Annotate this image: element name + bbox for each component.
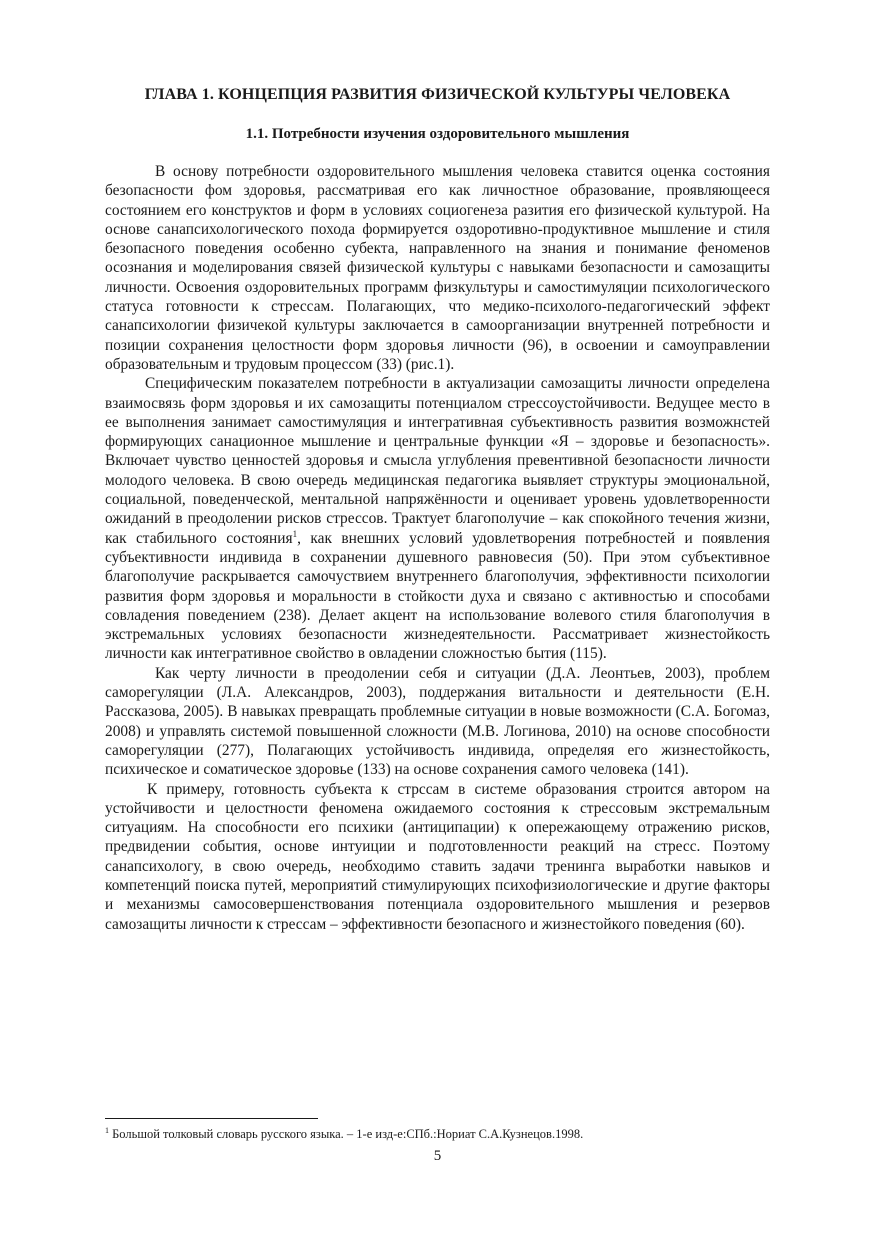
chapter-title: ГЛАВА 1. КОНЦЕПЦИЯ РАЗВИТИЯ ФИЗИЧЕСКОЙ КУЛЬТУРЫ ЧЕЛОВЕКА <box>144 86 731 103</box>
page-body <box>105 84 770 934</box>
paragraph-3: Как черту личности в преодолении себя и ситуации (Д.А. Леонтьев, 2003), проблем саморегуляции (Л.А. Александров, 2003), поддержания витальности и деятельности (Е.Н. Рассказова, 2005). В навыках превращать проблемные ситуации в новые возможности (С.А. Богомаз, 2008) и управлять системой повышенной сложности (М.В. Логинова, 2010) на основе способности саморегуляции (277), Полагающих устойчивость индивида, определяя его жизнестойкость, психическое и соматическое здоровье (133) на основе сохранения самого человека (141). <box>105 664 770 779</box>
footnote-divider <box>105 1118 318 1119</box>
paragraph-2 <box>105 374 770 663</box>
paragraph-2-text-b: , как внешних условий удовлетворения потребностей и появления субъективности индивида в сохранении душевного равновесия (50). При этом субъективное благополучие раскрывается самочуствием внутреннего благополучия, эффективности психологии развития форм здоровья и моральности в стойкости духа и связано с активностью и способами совладения поведением (238). Делает акцент на использование волевого стиля благополучия в экстремальных условиях безопасности жизнедеятельности. Рассматривает жизнестойкость личности как интегративное свойство в овладении сложностью бытия (115). <box>105 529 770 663</box>
section-title: 1.1. Потребности изучения оздоровительного мышления <box>245 126 630 142</box>
paragraph-1: В основу потребности оздоровительного мышления человека ставится оценка состояния безопасности фом здоровья, рассматривая его как личностное образование, проявляющееся состоянием его конструктов и форм в условиях социогенеза разития его физической культурой. На основе санапсихологического похода формируется оздоротивно-продуктивное мышление и стиля безопасного поведения особенно субекта, направленного на знания и понимание феноменов осознания и моделирования связей физической культуры с навыками безопасности и самозащиты личности. Освоения оздоровительных программ физкультуры и самостимуляции психологического статуса готовности к стрессам. Полагающих, что медико-психолого-педагогический эффект санапсихологии физичекой культуры заключается в самоорганизации внутренней потребности и позиции сохранения целостности форм здоровья личности (96), в освоении и самоуправлении образовательным и трудовым процессом (33) (рис.1). <box>105 163 770 373</box>
paragraph-4: К примеру, готовность субъекта к стрсcам в системе образования строится автором на устойчивости и целостности феномена ожидаемого состояния к стрессовым экстремальным ситуациям. На способности его психики (антиципации) к опережающему отражению рисков, предвидении события, основе интуиции и подготовленности реакций на стресс. Поэтому санапсихологу, в свою очередь, необходимо ставить задачи тренинга выработки навыков и компетенций поиска путей, мероприятий стимулирующих психофизиологические и другие факторы и механизмы самосовершенствования потенциала оздоровительного мышления и резервов самозащиты личности к стрессам – эффективности безопасного и жизнестойкого поведения (60). <box>105 780 770 933</box>
paragraph-2-text-a: Специфическим показателем потребности в актуализации самозащиты личности определена взаимосвязь форм здоровья и их самозащиты потенциалом стрессоустойчивости. Ведущее место в ее выполнения занимает самостимуляция и интегративная субъективность развития возможнстей формирующих санационное мышление и центральные функции «Я – здоровье и безопасность». Включает чувство ценностей здоровья и смысла углубления превентивной безопасности личности молодого человека. В свою очередь медицинская педагогика выявляет структуры эмоциональной, социальной, поведенческой, ментальной напряжённости и оценивает уровень удовлетворенности ожиданий в преодолении рисков стрессов. Трактует благополучие – как спокойного течения жизни, как стабильного состояния <box>105 375 770 547</box>
footnote-reference[interactable]: 1 <box>292 528 298 539</box>
page-number: 5 <box>433 1148 442 1164</box>
footnote-marker: 1 <box>105 1125 109 1135</box>
footnote <box>105 1126 770 1142</box>
footnote-text: Большой толковый словарь русского языка. – 1-е изд-е:СПб.:Нориат С.А.Кузнецов.1998. <box>109 1127 584 1141</box>
